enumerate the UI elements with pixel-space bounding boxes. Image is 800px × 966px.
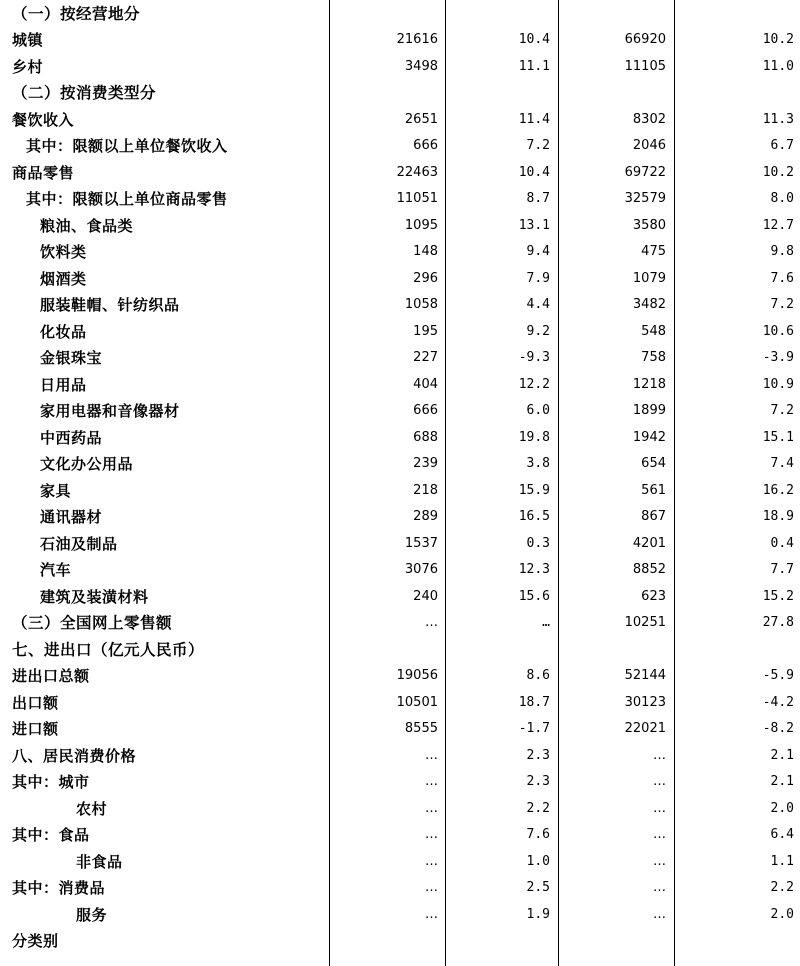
cell-growth-ytd: 18.9 — [762, 509, 794, 524]
cell-growth-month: 15.9 — [518, 482, 550, 498]
cell-value-ytd: … — [653, 774, 666, 789]
cell-value-month: 227 — [413, 350, 438, 365]
cell-growth-month: 0.3 — [526, 535, 550, 551]
cell-growth-ytd: -8.2 — [762, 721, 794, 736]
table-row — [0, 319, 800, 346]
cell-value-month: 289 — [413, 509, 438, 524]
row-label: 商品零售 — [12, 163, 75, 182]
cell-value-month: 218 — [413, 482, 438, 498]
row-label: 八、居民消费价格 — [12, 746, 137, 765]
row-label: 化妆品 — [40, 322, 87, 341]
cell-growth-month: 10.4 — [518, 164, 550, 180]
cell-growth-month: -1.7 — [518, 721, 550, 736]
cell-value-ytd: … — [653, 906, 666, 922]
cell-value-month: … — [425, 615, 438, 630]
cell-growth-month: 1.9 — [526, 906, 550, 922]
cell-value-month: 1058 — [404, 297, 438, 312]
cell-growth-month: 7.6 — [526, 827, 550, 842]
table-row — [0, 345, 800, 372]
cell-value-ytd — [566, 80, 666, 107]
row-label: 金银珠宝 — [40, 349, 103, 367]
row-label: 服务 — [76, 905, 108, 924]
table-row — [0, 54, 800, 81]
row-label: （二）按消费类型分 — [12, 84, 157, 102]
table-row — [0, 425, 800, 452]
cell-value-month: 688 — [413, 429, 438, 445]
table-row — [0, 690, 800, 717]
table-row — [0, 716, 800, 743]
cell-value-ytd: 2046 — [632, 138, 666, 153]
row-label: 进口额 — [12, 720, 59, 738]
row-label: 其中：限额以上单位餐饮收入 — [26, 137, 228, 155]
cell-growth-ytd: 9.8 — [770, 244, 794, 259]
cell-growth-month: 12.2 — [518, 376, 550, 392]
table-row — [0, 928, 800, 955]
cell-growth-month — [450, 1, 550, 28]
cell-growth-month: 7.9 — [526, 270, 550, 286]
cell-growth-month: 19.8 — [518, 429, 550, 445]
cell-growth-ytd: 1.1 — [770, 853, 794, 869]
cell-growth-ytd: 0.4 — [770, 535, 794, 551]
cell-value-ytd: … — [653, 853, 666, 869]
table-row — [0, 451, 800, 478]
table-row — [0, 637, 800, 664]
row-label: 通讯器材 — [40, 508, 103, 526]
cell-growth-month: 11.4 — [518, 111, 550, 127]
cell-value-month: 666 — [413, 403, 438, 418]
cell-value-ytd: 3482 — [632, 297, 666, 312]
table-row — [0, 610, 800, 637]
row-label: 城镇 — [12, 31, 44, 49]
cell-growth-ytd: -3.9 — [762, 350, 794, 365]
cell-growth-ytd — [684, 1, 794, 28]
cell-growth-month: 18.7 — [518, 694, 550, 710]
cell-growth-ytd: 10.6 — [762, 323, 794, 339]
table-row — [0, 769, 800, 796]
row-label: 日用品 — [40, 375, 87, 394]
table-row — [0, 875, 800, 902]
row-label: 分类别 — [12, 932, 59, 950]
cell-growth-month: 12.3 — [518, 562, 550, 577]
row-label: 家具 — [40, 481, 72, 500]
cell-growth-ytd — [684, 637, 794, 664]
cell-growth-ytd: 7.6 — [770, 270, 794, 286]
cell-value-month: … — [425, 774, 438, 789]
cell-value-ytd: 8302 — [632, 111, 666, 127]
cell-growth-ytd: 2.2 — [770, 880, 794, 895]
cell-value-month: 148 — [413, 244, 438, 259]
row-label: 文化办公用品 — [40, 455, 134, 473]
cell-value-month: … — [425, 827, 438, 842]
cell-value-month: 404 — [413, 376, 438, 392]
cell-growth-month: 2.2 — [526, 800, 550, 816]
cell-value-ytd: … — [653, 800, 666, 816]
cell-value-month: 21616 — [396, 32, 438, 47]
cell-growth-ytd: 7.4 — [770, 456, 794, 471]
cell-growth-month: 15.6 — [518, 588, 550, 604]
cell-value-ytd: … — [653, 880, 666, 895]
cell-growth-month: 10.4 — [518, 32, 550, 47]
cell-growth-month: 8.7 — [526, 191, 550, 206]
table-row — [0, 80, 800, 107]
cell-value-ytd: 11105 — [624, 58, 666, 74]
cell-growth-month: 4.4 — [526, 297, 550, 312]
cell-value-ytd: 1942 — [632, 429, 666, 445]
cell-value-month: 3076 — [404, 562, 438, 577]
cell-value-month — [328, 80, 438, 107]
cell-growth-month: 7.2 — [526, 138, 550, 153]
cell-value-month: 195 — [413, 323, 438, 339]
table-row — [0, 239, 800, 266]
cell-value-month: 239 — [413, 456, 438, 471]
table-row — [0, 849, 800, 876]
cell-value-ytd: 32579 — [624, 191, 666, 206]
cell-value-ytd — [566, 637, 666, 664]
table-row — [0, 557, 800, 584]
cell-value-month: … — [425, 880, 438, 895]
cell-growth-ytd: 15.1 — [762, 429, 794, 445]
cell-value-ytd: 548 — [641, 323, 666, 339]
table-row — [0, 743, 800, 770]
cell-growth-ytd: 10.2 — [762, 32, 794, 47]
cell-value-ytd: 4201 — [632, 535, 666, 551]
cell-value-month: … — [425, 906, 438, 922]
cell-growth-ytd: 8.0 — [770, 191, 794, 206]
cell-growth-month: 16.5 — [518, 509, 550, 524]
cell-value-month: … — [425, 853, 438, 869]
cell-value-ytd: 30123 — [624, 694, 666, 710]
cell-growth-ytd: 10.9 — [762, 376, 794, 392]
row-label: 建筑及装潢材料 — [40, 587, 149, 606]
cell-growth-ytd: 27.8 — [762, 615, 794, 630]
row-label: 乡村 — [12, 57, 44, 76]
row-label: 粮油、食品类 — [40, 216, 134, 235]
table-row — [0, 663, 800, 690]
cell-value-ytd: 867 — [641, 509, 666, 524]
cell-value-month: 11051 — [396, 191, 438, 206]
row-label: 饮料类 — [40, 243, 87, 261]
cell-value-ytd: 623 — [641, 588, 666, 604]
cell-value-ytd: 52144 — [624, 668, 666, 683]
cell-value-month: 19056 — [396, 668, 438, 683]
cell-growth-month: 13.1 — [518, 217, 550, 233]
cell-value-ytd — [566, 1, 666, 28]
cell-growth-month: 3.8 — [526, 456, 550, 471]
cell-value-month — [328, 637, 438, 664]
table-row — [0, 1, 800, 28]
row-label: 其中：食品 — [12, 826, 90, 844]
cell-growth-ytd: 6.7 — [770, 138, 794, 153]
table-row — [0, 531, 800, 558]
row-label: （一）按经营地分 — [12, 4, 141, 23]
cell-value-ytd: 654 — [641, 456, 666, 471]
cell-value-ytd: 8852 — [632, 562, 666, 577]
cell-growth-month — [450, 928, 550, 955]
cell-growth-ytd: 7.2 — [770, 297, 794, 312]
cell-value-ytd: … — [653, 747, 666, 763]
cell-growth-month: 6.0 — [526, 403, 550, 418]
cell-value-ytd: 475 — [641, 244, 666, 259]
cell-growth-ytd: 16.2 — [762, 482, 794, 498]
cell-growth-ytd: 11.0 — [762, 58, 794, 74]
table-row — [0, 292, 800, 319]
cell-growth-ytd: -4.2 — [762, 694, 794, 710]
cell-growth-month: 2.5 — [526, 880, 550, 895]
cell-growth-month: 2.3 — [526, 774, 550, 789]
cell-growth-ytd: 6.4 — [770, 827, 794, 842]
cell-value-month: … — [425, 800, 438, 816]
cell-growth-ytd: 12.7 — [762, 217, 794, 233]
row-label: 进出口总额 — [12, 667, 90, 685]
row-label: 家用电器和音像器材 — [40, 402, 180, 420]
cell-growth-ytd: 7.7 — [770, 562, 794, 577]
row-label: 七、进出口（亿元人民币） — [12, 640, 205, 659]
cell-value-month: 2651 — [404, 111, 438, 127]
cell-value-month: 240 — [413, 588, 438, 604]
cell-growth-month: 11.1 — [518, 58, 550, 74]
cell-value-month: … — [425, 747, 438, 763]
cell-value-month: 22463 — [396, 164, 438, 180]
row-label: 农村 — [76, 799, 108, 818]
row-label: 中西药品 — [40, 428, 103, 447]
cell-growth-ytd: 2.1 — [770, 774, 794, 789]
table-row — [0, 186, 800, 213]
cell-growth-month: 2.3 — [526, 747, 550, 763]
table-row — [0, 107, 800, 134]
cell-growth-ytd: 11.3 — [762, 111, 794, 127]
table-row — [0, 478, 800, 505]
cell-value-month — [328, 1, 438, 28]
table-row — [0, 398, 800, 425]
cell-growth-month: 9.4 — [526, 244, 550, 259]
table-row — [0, 584, 800, 611]
row-label: 服装鞋帽、针纺织品 — [40, 296, 180, 314]
cell-value-month: 1537 — [404, 535, 438, 551]
cell-growth-month: 1.0 — [526, 853, 550, 869]
cell-value-month: 296 — [413, 270, 438, 286]
cell-value-ytd: 1899 — [632, 403, 666, 418]
cell-growth-month — [450, 637, 550, 664]
cell-value-ytd: 69722 — [624, 164, 666, 180]
cell-value-ytd: 22021 — [624, 721, 666, 736]
row-label: 餐饮收入 — [12, 110, 75, 129]
cell-value-ytd: 1218 — [632, 376, 666, 392]
cell-value-month: 3498 — [404, 58, 438, 74]
table-row — [0, 372, 800, 399]
table-row — [0, 213, 800, 240]
table-row — [0, 796, 800, 823]
cell-growth-month — [450, 80, 550, 107]
cell-growth-ytd: 2.0 — [770, 800, 794, 816]
cell-value-ytd: 1079 — [632, 270, 666, 286]
cell-growth-month: 9.2 — [526, 323, 550, 339]
table-row — [0, 822, 800, 849]
table-row — [0, 504, 800, 531]
cell-growth-ytd: 10.2 — [762, 164, 794, 180]
cell-growth-month: -9.3 — [518, 350, 550, 365]
cell-value-ytd: … — [653, 827, 666, 842]
table-row — [0, 27, 800, 54]
table-row — [0, 902, 800, 929]
cell-value-ytd — [566, 928, 666, 955]
row-label: 石油及制品 — [40, 534, 118, 553]
row-label: 其中：消费品 — [12, 879, 106, 897]
row-label: 其中：限额以上单位商品零售 — [26, 190, 228, 208]
cell-value-month — [328, 928, 438, 955]
row-label: （三）全国网上零售额 — [12, 614, 173, 632]
cell-growth-ytd — [684, 928, 794, 955]
cell-growth-ytd: -5.9 — [762, 668, 794, 683]
cell-growth-ytd: 2.0 — [770, 906, 794, 922]
cell-value-ytd: 66920 — [624, 32, 666, 47]
cell-value-ytd: 10251 — [624, 615, 666, 630]
cell-value-month: 666 — [413, 138, 438, 153]
row-label: 其中：城市 — [12, 773, 90, 791]
cell-value-month: 1095 — [404, 217, 438, 233]
row-label: 烟酒类 — [40, 269, 87, 288]
row-label: 汽车 — [40, 561, 72, 579]
cell-growth-ytd: 7.2 — [770, 403, 794, 418]
cell-growth-ytd: 2.1 — [770, 747, 794, 763]
cell-value-month: 10501 — [396, 694, 438, 710]
cell-growth-month: 8.6 — [526, 668, 550, 683]
table-row — [0, 266, 800, 293]
table-row — [0, 160, 800, 187]
row-label: 非食品 — [76, 852, 123, 871]
cell-value-month: 8555 — [404, 721, 438, 736]
cell-value-ytd: 758 — [641, 350, 666, 365]
cell-growth-ytd: 15.2 — [762, 588, 794, 604]
table-row — [0, 133, 800, 160]
cell-growth-month: … — [542, 615, 550, 630]
row-label: 出口额 — [12, 693, 59, 712]
cell-value-ytd: 561 — [641, 482, 666, 498]
cell-value-ytd: 3580 — [632, 217, 666, 233]
cell-growth-ytd — [684, 80, 794, 107]
